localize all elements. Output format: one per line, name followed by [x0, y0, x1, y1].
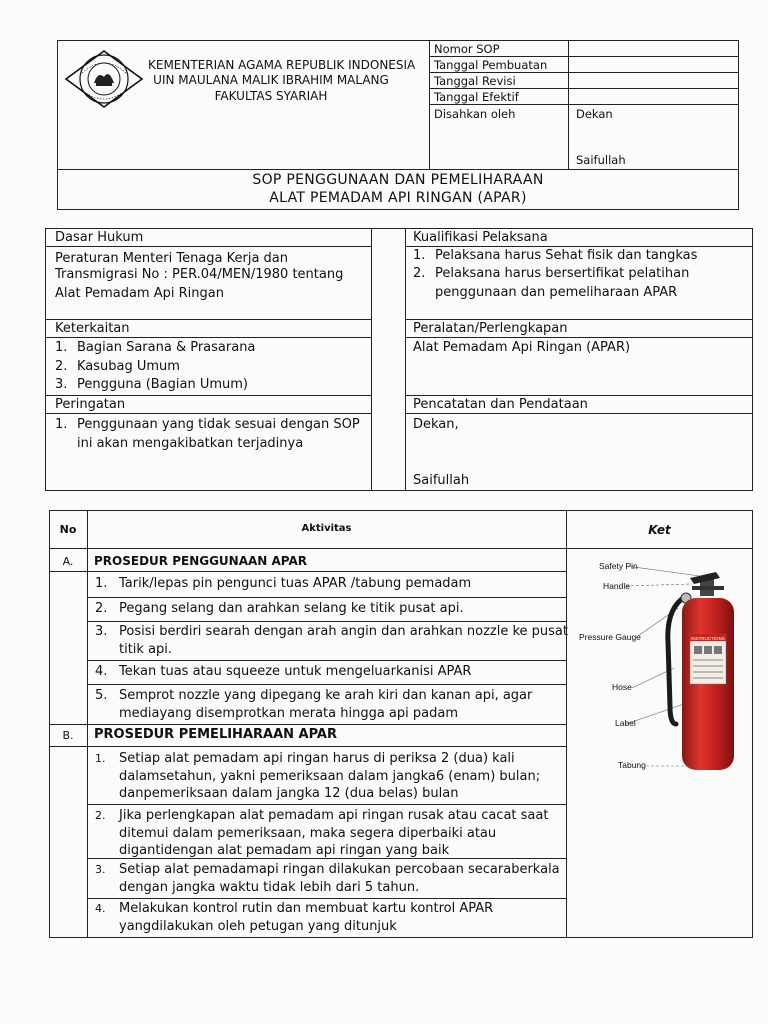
meta-label-tanggal-efektif: Tanggal Efektif	[434, 90, 519, 104]
column-header-no: No	[59, 523, 77, 536]
step-a-5: 5. Semprot nozzle yang dipegang ke arah kiri dan kanan api, agar mediayang disemprotkan merata hingga api padam	[95, 688, 533, 721]
kualifikasi-heading: Kualifikasi Pelaksana	[413, 230, 548, 245]
sop-title-line-2: ALAT PEMADAM API RINGAN (APAR)	[269, 190, 527, 206]
diagram-label-label: Label	[615, 718, 636, 728]
diagram-label-tabung: Tabung	[618, 760, 646, 770]
approver-name: Saifullah	[576, 153, 626, 167]
section-a-letter: A.	[62, 555, 74, 568]
peringatan-item-1: 1. Penggunaan yang tidak sesuai dengan SOP ini akan mengakibatkan terjadinya	[55, 417, 360, 451]
meta-label-nomor-sop: Nomor SOP	[434, 42, 500, 56]
diagram-label-hose: Hose	[612, 682, 632, 692]
institution-line-2: UIN MAULANA MALIK IBRAHIM MALANG	[153, 73, 389, 87]
meta-label-tanggal-revisi: Tanggal Revisi	[434, 74, 516, 88]
column-header-aktivitas: Aktivitas	[301, 523, 352, 534]
step-b-2: 2. Jika perlengkapan alat pemadam api ringan rusak atau cacat saat ditemui dalam pemeriksaan, maka segera diperbaiki atau digantidengan alat pemadam api ringan yang baik	[95, 808, 549, 858]
step-b-1: 1. Setiap alat pemadam api ringan harus di periksa 2 (dua) kali dalamsetahun, yakni pemeriksaan dalam jangka6 (enam) bulan; danpemeriksaan dalam jangka 12 (dua belas) bulan	[95, 751, 541, 801]
kualifikasi-item-2: 2. Pelaksana harus bersertifikat pelatihan penggunaan dan pemeliharaan APAR	[413, 266, 690, 300]
kualifikasi-item-1: 1. Pelaksana harus Sehat fisik dan tangkas	[413, 248, 698, 263]
diagram-label-pressure-gauge: Pressure Gauge	[579, 632, 641, 642]
step-a-3: 3. Posisi berdiri searah dengan arah angin dan arahkan nozzle ke pusat titik api.	[95, 624, 568, 657]
diagram-label-safety-pin: Safety Pin	[599, 561, 638, 571]
keterkaitan-item-2: 2. Kasubag Umum	[55, 359, 180, 374]
keterkaitan-heading: Keterkaitan	[55, 321, 130, 336]
institution-line-1: KEMENTERIAN AGAMA REPUBLIK INDONESIA	[148, 58, 416, 72]
peralatan-text: Alat Pemadam Api Ringan (APAR)	[413, 340, 631, 355]
keterkaitan-item-3: 3. Pengguna (Bagian Umum)	[55, 377, 249, 392]
diagram-label-handle: Handle	[603, 581, 630, 591]
step-a-4: 4. Tekan tuas atau squeeze untuk mengeluarkanisi APAR	[95, 664, 472, 679]
step-a-2: 2. Pegang selang dan arahkan selang ke titik pusat api.	[95, 601, 464, 616]
approver-title: Dekan	[576, 107, 613, 121]
dasar-hukum-heading: Dasar Hukum	[55, 230, 144, 245]
keterkaitan-item-1: 1. Bagian Sarana & Prasarana	[55, 340, 256, 355]
dasar-hukum-line-3: Alat Pemadam Api Ringan	[55, 286, 224, 301]
peringatan-heading: Peringatan	[55, 397, 126, 412]
step-b-4: 4. Melakukan kontrol rutin dan membuat kartu kontrol APAR yangdilakukan oleh petugan yang ditunjuk	[95, 901, 494, 934]
pencatatan-heading: Pencatatan dan Pendataan	[413, 397, 588, 412]
section-b-letter: B.	[62, 729, 74, 742]
step-b-3: 3. Setiap alat pemadamapi ringan dilakukan percobaan secaraberkala dengan jangka waktu tidak lebih dari 5 tahun.	[95, 862, 560, 895]
meta-label-disahkan-oleh: Disahkan oleh	[434, 107, 516, 121]
meta-label-tanggal-pembuatan: Tanggal Pembuatan	[434, 58, 548, 72]
pencatatan-title: Dekan,	[413, 417, 459, 432]
dasar-hukum-line-2: Transmigrasi No : PER.04/MEN/1980 tentang	[55, 267, 344, 282]
dasar-hukum-line-1: Peraturan Menteri Tenaga Kerja dan	[55, 251, 289, 266]
peralatan-heading: Peralatan/Perlengkapan	[413, 321, 568, 336]
column-header-ket: Ket	[648, 523, 671, 537]
svg-text:INSTRUCTIONS: INSTRUCTIONS	[691, 636, 725, 641]
section-a-title: PROSEDUR PENGGUNAAN APAR	[94, 554, 308, 568]
sop-title-line-1: SOP PENGGUNAAN DAN PEMELIHARAAN	[252, 172, 544, 188]
step-a-1: 1. Tarik/lepas pin pengunci tuas APAR /tabung pemadam	[95, 576, 472, 591]
pencatatan-name: Saifullah	[413, 473, 470, 488]
institution-line-3: FAKULTAS SYARIAH	[214, 89, 328, 103]
fire-extinguisher-diagram	[574, 556, 748, 776]
section-b-title: PROSEDUR PEMELIHARAAN APAR	[94, 727, 338, 742]
university-logo	[62, 49, 146, 109]
